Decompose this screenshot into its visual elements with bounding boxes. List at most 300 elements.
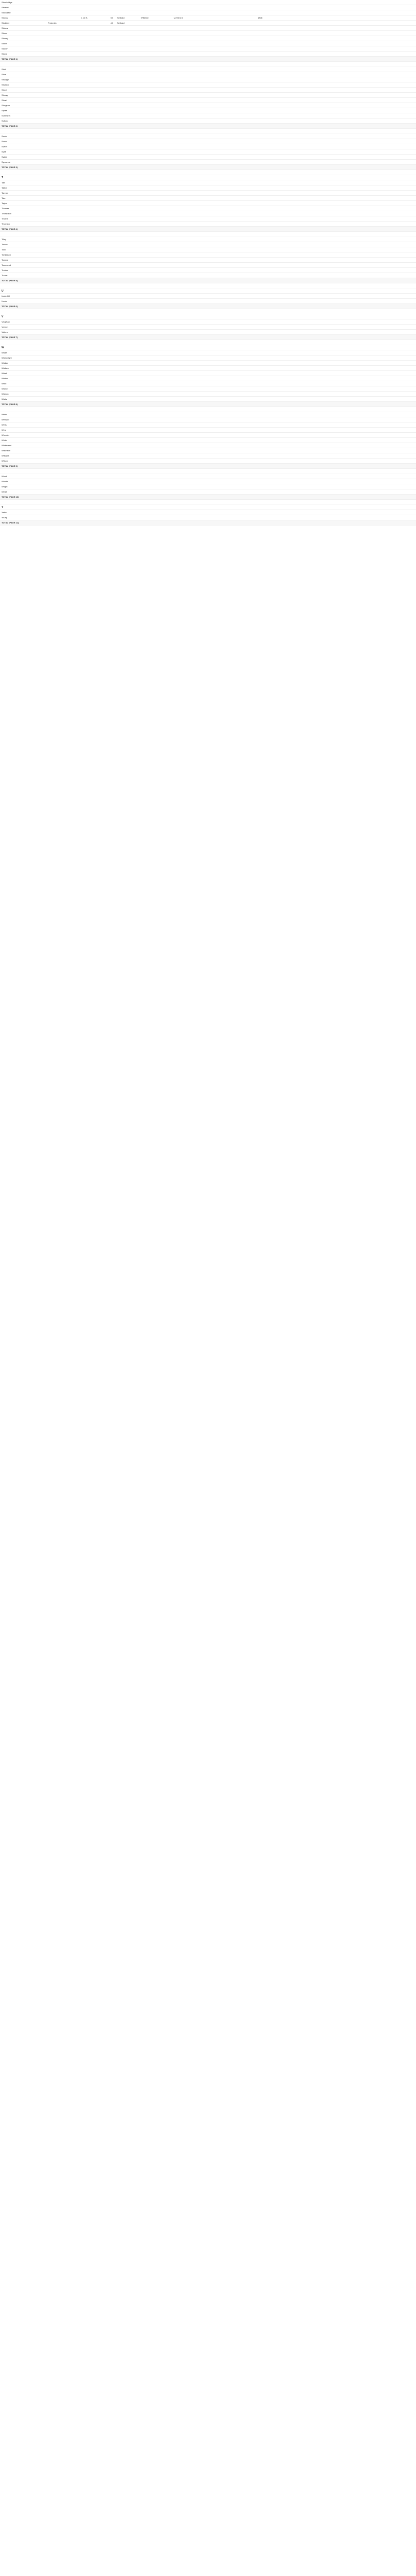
cell-place	[173, 196, 209, 201]
cell-employer	[140, 118, 171, 124]
cell-place	[173, 242, 209, 247]
cell-a	[266, 175, 287, 180]
cell-a	[266, 21, 287, 26]
cell-given	[47, 428, 79, 433]
cell-name: Storrs	[2, 53, 7, 55]
cell-status	[117, 134, 138, 139]
cell-place	[173, 191, 209, 196]
cell-place	[173, 103, 209, 108]
cell-street	[211, 252, 243, 258]
cell-given	[47, 201, 79, 206]
cell-name: Summers	[2, 114, 11, 117]
cell-place	[173, 258, 209, 263]
cell-age	[102, 361, 113, 366]
cell-street	[211, 26, 243, 31]
cell-street	[211, 355, 243, 361]
cell-given	[47, 263, 79, 268]
cell-b	[289, 299, 309, 304]
blank-row	[0, 309, 416, 314]
cell-street	[211, 10, 243, 15]
cell-a	[266, 289, 287, 294]
cell-street	[211, 185, 243, 191]
cell-age	[102, 57, 113, 62]
cell-name: Williams	[2, 454, 9, 457]
cell-c	[311, 216, 332, 222]
cell-street	[211, 417, 243, 422]
cell-given	[47, 252, 79, 258]
cell-place	[173, 386, 209, 392]
cell-name: U	[2, 290, 4, 293]
cell-place	[173, 201, 209, 206]
cell-init	[80, 479, 101, 484]
table-row	[0, 0, 416, 5]
cell-b	[289, 330, 309, 335]
cell-status	[117, 180, 138, 185]
cell-age	[102, 0, 113, 5]
blank-row	[0, 129, 416, 134]
cell-street	[211, 371, 243, 376]
cell-b	[289, 206, 309, 211]
cell-place	[173, 355, 209, 361]
cell-name: Walton	[2, 377, 8, 380]
cell-status	[117, 41, 138, 46]
cell-given	[47, 211, 79, 216]
cell-name: Towers	[2, 259, 8, 261]
cell-no	[245, 438, 263, 443]
cell-street	[211, 278, 243, 283]
cell-b	[289, 77, 309, 82]
table-row	[0, 299, 416, 304]
cell-a	[266, 118, 287, 124]
cell-given	[47, 149, 79, 155]
cell-init	[80, 330, 101, 335]
cell-b	[289, 175, 309, 180]
cell-a	[266, 278, 287, 283]
cell-place	[173, 57, 209, 62]
cell-a	[266, 31, 287, 36]
cell-b	[289, 412, 309, 417]
cell-b	[289, 258, 309, 263]
cell-a	[266, 510, 287, 515]
cell-no	[245, 144, 263, 149]
cell-c	[311, 77, 332, 82]
cell-a	[266, 345, 287, 350]
cell-name: Vickers	[2, 331, 9, 333]
cell-name: Sturgeon	[2, 104, 10, 107]
cell-age	[102, 299, 113, 304]
cell-given	[47, 417, 79, 422]
table-row	[0, 371, 416, 376]
cell-a	[266, 103, 287, 108]
cell-status	[117, 515, 138, 520]
cell-street	[211, 510, 243, 515]
cell-c	[311, 67, 332, 72]
cell-place	[173, 149, 209, 155]
cell-c	[311, 206, 332, 211]
cell-init	[80, 93, 101, 98]
cell-name: Tate	[2, 197, 6, 199]
cell-place	[173, 31, 209, 36]
cell-street	[211, 330, 243, 335]
cell-street	[211, 41, 243, 46]
cell-no	[245, 325, 263, 330]
cell-init	[80, 371, 101, 376]
cell-a	[266, 350, 287, 355]
cell-street	[211, 397, 243, 402]
cell-street	[211, 237, 243, 242]
cell-age	[102, 510, 113, 515]
cell-c	[311, 402, 332, 407]
cell-name: Sykes	[2, 156, 7, 158]
cell-status	[117, 247, 138, 252]
cell-no	[245, 495, 263, 500]
cell-place	[173, 314, 209, 319]
cell-c	[311, 355, 332, 361]
cell-status	[117, 118, 138, 124]
cell-b	[289, 216, 309, 222]
cell-a	[266, 330, 287, 335]
cell-given	[47, 72, 79, 77]
cell-b	[289, 196, 309, 201]
cell-street	[211, 268, 243, 273]
cell-status	[117, 155, 138, 160]
cell-c	[311, 88, 332, 93]
cell-name: Thomas	[2, 207, 9, 210]
table-row	[0, 242, 416, 247]
cell-name: Todd	[2, 248, 6, 251]
cell-c	[311, 124, 332, 129]
cell-init	[80, 5, 101, 10]
cell-init	[80, 242, 101, 247]
cell-place	[173, 82, 209, 88]
cell-place	[173, 294, 209, 299]
cell-street	[211, 31, 243, 36]
cell-street	[211, 191, 243, 196]
cell-a	[266, 247, 287, 252]
cell-no	[245, 149, 263, 155]
cell-age	[102, 41, 113, 46]
cell-no	[245, 139, 263, 144]
cell-street	[211, 72, 243, 77]
cell-name: White	[2, 439, 7, 442]
table-row	[0, 330, 416, 335]
cell-a	[266, 412, 287, 417]
cell-b	[289, 41, 309, 46]
cell-no	[245, 464, 263, 469]
table-row	[0, 113, 416, 118]
cell-street	[211, 227, 243, 232]
cell-name: Turner	[2, 274, 8, 277]
cell-no	[245, 304, 263, 309]
cell-b	[289, 474, 309, 479]
cell-place	[173, 412, 209, 417]
cell-place	[173, 134, 209, 139]
cell-a	[266, 160, 287, 165]
cell-age	[102, 381, 113, 386]
cell-given	[47, 160, 79, 165]
cell-c	[311, 31, 332, 36]
cell-status	[117, 397, 138, 402]
cell-b	[289, 417, 309, 422]
cell-given	[47, 0, 79, 5]
cell-place	[173, 361, 209, 366]
cell-a	[266, 402, 287, 407]
cell-age	[102, 52, 113, 57]
cell-b	[289, 355, 309, 361]
cell-given	[47, 247, 79, 252]
table-row	[0, 474, 416, 479]
cell-street	[211, 242, 243, 247]
cell-c	[311, 149, 332, 155]
cell-a	[266, 165, 287, 170]
cell-age	[102, 448, 113, 453]
cell-place	[173, 216, 209, 222]
cell-place	[173, 330, 209, 335]
cell-age	[102, 263, 113, 268]
cell-b	[289, 252, 309, 258]
cell-c	[311, 26, 332, 31]
cell-c	[311, 227, 332, 232]
cell-a	[266, 325, 287, 330]
cell-c	[311, 222, 332, 227]
cell-employer	[140, 72, 171, 77]
cell-age	[102, 82, 113, 88]
cell-init	[80, 175, 101, 180]
cell-age	[102, 350, 113, 355]
cell-age	[102, 237, 113, 242]
cell-b	[289, 289, 309, 294]
cell-init	[80, 118, 101, 124]
cell-employer	[140, 428, 171, 433]
cell-given	[47, 41, 79, 46]
cell-no	[245, 98, 263, 103]
table-row	[0, 67, 416, 72]
cell-employer	[140, 448, 171, 453]
cell-place	[173, 366, 209, 371]
cell-status: Selfpaid	[117, 16, 125, 19]
cell-c	[311, 479, 332, 484]
cell-a	[266, 82, 287, 88]
cell-street	[211, 216, 243, 222]
cell-a	[266, 41, 287, 46]
cell-init	[80, 428, 101, 433]
cell-status	[117, 484, 138, 489]
cell-age	[102, 93, 113, 98]
cell-age	[102, 443, 113, 448]
cell-a	[266, 26, 287, 31]
table-row	[0, 397, 416, 402]
cell-name: Stoney	[2, 37, 8, 40]
cell-b	[289, 263, 309, 268]
cell-a	[266, 422, 287, 428]
cell-status	[117, 433, 138, 438]
cell-age	[102, 386, 113, 392]
cell-status	[117, 206, 138, 211]
cell-a	[266, 438, 287, 443]
cell-employer	[140, 139, 171, 144]
cell-given	[47, 108, 79, 113]
cell-employer	[140, 237, 171, 242]
cell-init	[80, 438, 101, 443]
cell-given	[47, 165, 79, 170]
cell-street	[211, 299, 243, 304]
cell-place	[173, 52, 209, 57]
cell-status	[117, 10, 138, 15]
section-row	[0, 314, 416, 319]
cell-status	[117, 57, 138, 62]
cell-c	[311, 433, 332, 438]
cell-b	[289, 443, 309, 448]
cell-employer	[140, 438, 171, 443]
cell-place	[173, 428, 209, 433]
cell-age: 50	[110, 16, 113, 19]
cell-age	[102, 113, 113, 118]
cell-employer	[140, 355, 171, 361]
cell-age: 40	[110, 22, 113, 24]
cell-status	[117, 438, 138, 443]
cell-place	[173, 484, 209, 489]
cell-street	[211, 103, 243, 108]
cell-c	[311, 448, 332, 453]
cell-a	[266, 459, 287, 464]
cell-c	[311, 5, 332, 10]
cell-init	[80, 459, 101, 464]
cell-c	[311, 376, 332, 381]
cell-given	[47, 495, 79, 500]
cell-c	[311, 196, 332, 201]
cell-employer	[140, 474, 171, 479]
cell-place	[173, 211, 209, 216]
cell-given	[47, 464, 79, 469]
cell-place	[173, 237, 209, 242]
cell-a	[266, 258, 287, 263]
table-row	[0, 160, 416, 165]
cell-name: TOTAL (PAGE 9)	[2, 465, 18, 467]
cell-b	[289, 402, 309, 407]
cell-employer	[140, 366, 171, 371]
cell-c	[311, 237, 332, 242]
cell-init	[80, 57, 101, 62]
cell-name: Tilley	[2, 238, 7, 241]
cell-street	[211, 258, 243, 263]
cell-age	[102, 175, 113, 180]
cell-given	[47, 26, 79, 31]
cell-a	[266, 392, 287, 397]
cell-no	[245, 52, 263, 57]
cell-a	[266, 149, 287, 155]
cell-given	[47, 402, 79, 407]
cell-place	[173, 464, 209, 469]
cell-status	[117, 237, 138, 242]
cell-given	[47, 175, 79, 180]
cell-age	[102, 325, 113, 330]
cell-c	[311, 108, 332, 113]
cell-b	[289, 376, 309, 381]
cell-b	[289, 21, 309, 26]
cell-a	[266, 495, 287, 500]
cell-a	[266, 361, 287, 366]
section-row	[0, 289, 416, 294]
cell-street	[211, 165, 243, 170]
cell-c	[311, 428, 332, 433]
cell-given	[47, 433, 79, 438]
cell-b	[289, 31, 309, 36]
table-row	[0, 206, 416, 211]
cell-street	[211, 0, 243, 5]
cell-employer	[140, 191, 171, 196]
cell-b	[289, 448, 309, 453]
total-row	[0, 402, 416, 407]
cell-init	[80, 10, 101, 15]
cell-init	[80, 88, 101, 93]
cell-a	[266, 201, 287, 206]
cell-place	[173, 453, 209, 459]
cell-no	[245, 489, 263, 495]
cell-no	[245, 134, 263, 139]
cell-a	[266, 314, 287, 319]
cell-given	[47, 355, 79, 361]
cell-init	[80, 397, 101, 402]
cell-place	[173, 185, 209, 191]
cell-street	[211, 196, 243, 201]
cell-name: Tait	[2, 181, 5, 184]
cell-place	[173, 489, 209, 495]
table-row	[0, 319, 416, 325]
cell-status	[117, 417, 138, 422]
cell-status	[117, 350, 138, 355]
cell-status	[117, 479, 138, 484]
cell-no	[245, 335, 263, 340]
cell-given	[47, 448, 79, 453]
cell-street	[211, 428, 243, 433]
cell-init	[80, 355, 101, 361]
blank-row	[0, 340, 416, 345]
cell-employer	[140, 211, 171, 216]
cell-age	[102, 108, 113, 113]
cell-init	[80, 31, 101, 36]
cell-b	[289, 453, 309, 459]
total-row	[0, 278, 416, 283]
cell-a	[266, 57, 287, 62]
cell-place	[173, 26, 209, 31]
cell-c	[311, 57, 332, 62]
cell-no	[245, 227, 263, 232]
cell-name: Watson	[2, 393, 9, 395]
table-row	[0, 36, 416, 41]
cell-street	[211, 386, 243, 392]
cell-c	[311, 41, 332, 46]
cell-init	[80, 191, 101, 196]
cell-status	[117, 495, 138, 500]
cell-a	[266, 366, 287, 371]
cell-name: Webster	[2, 418, 9, 421]
cell-status	[117, 371, 138, 376]
cell-c	[311, 180, 332, 185]
cell-age	[102, 319, 113, 325]
cell-b	[289, 422, 309, 428]
cell-init	[80, 46, 101, 52]
cell-employer	[140, 180, 171, 185]
cell-age	[102, 31, 113, 36]
cell-age	[102, 124, 113, 129]
cell-place	[173, 495, 209, 500]
cell-c	[311, 397, 332, 402]
table-row	[0, 201, 416, 206]
table-row	[0, 98, 416, 103]
cell-employer	[140, 294, 171, 299]
cell-a	[266, 443, 287, 448]
cell-age	[102, 520, 113, 526]
